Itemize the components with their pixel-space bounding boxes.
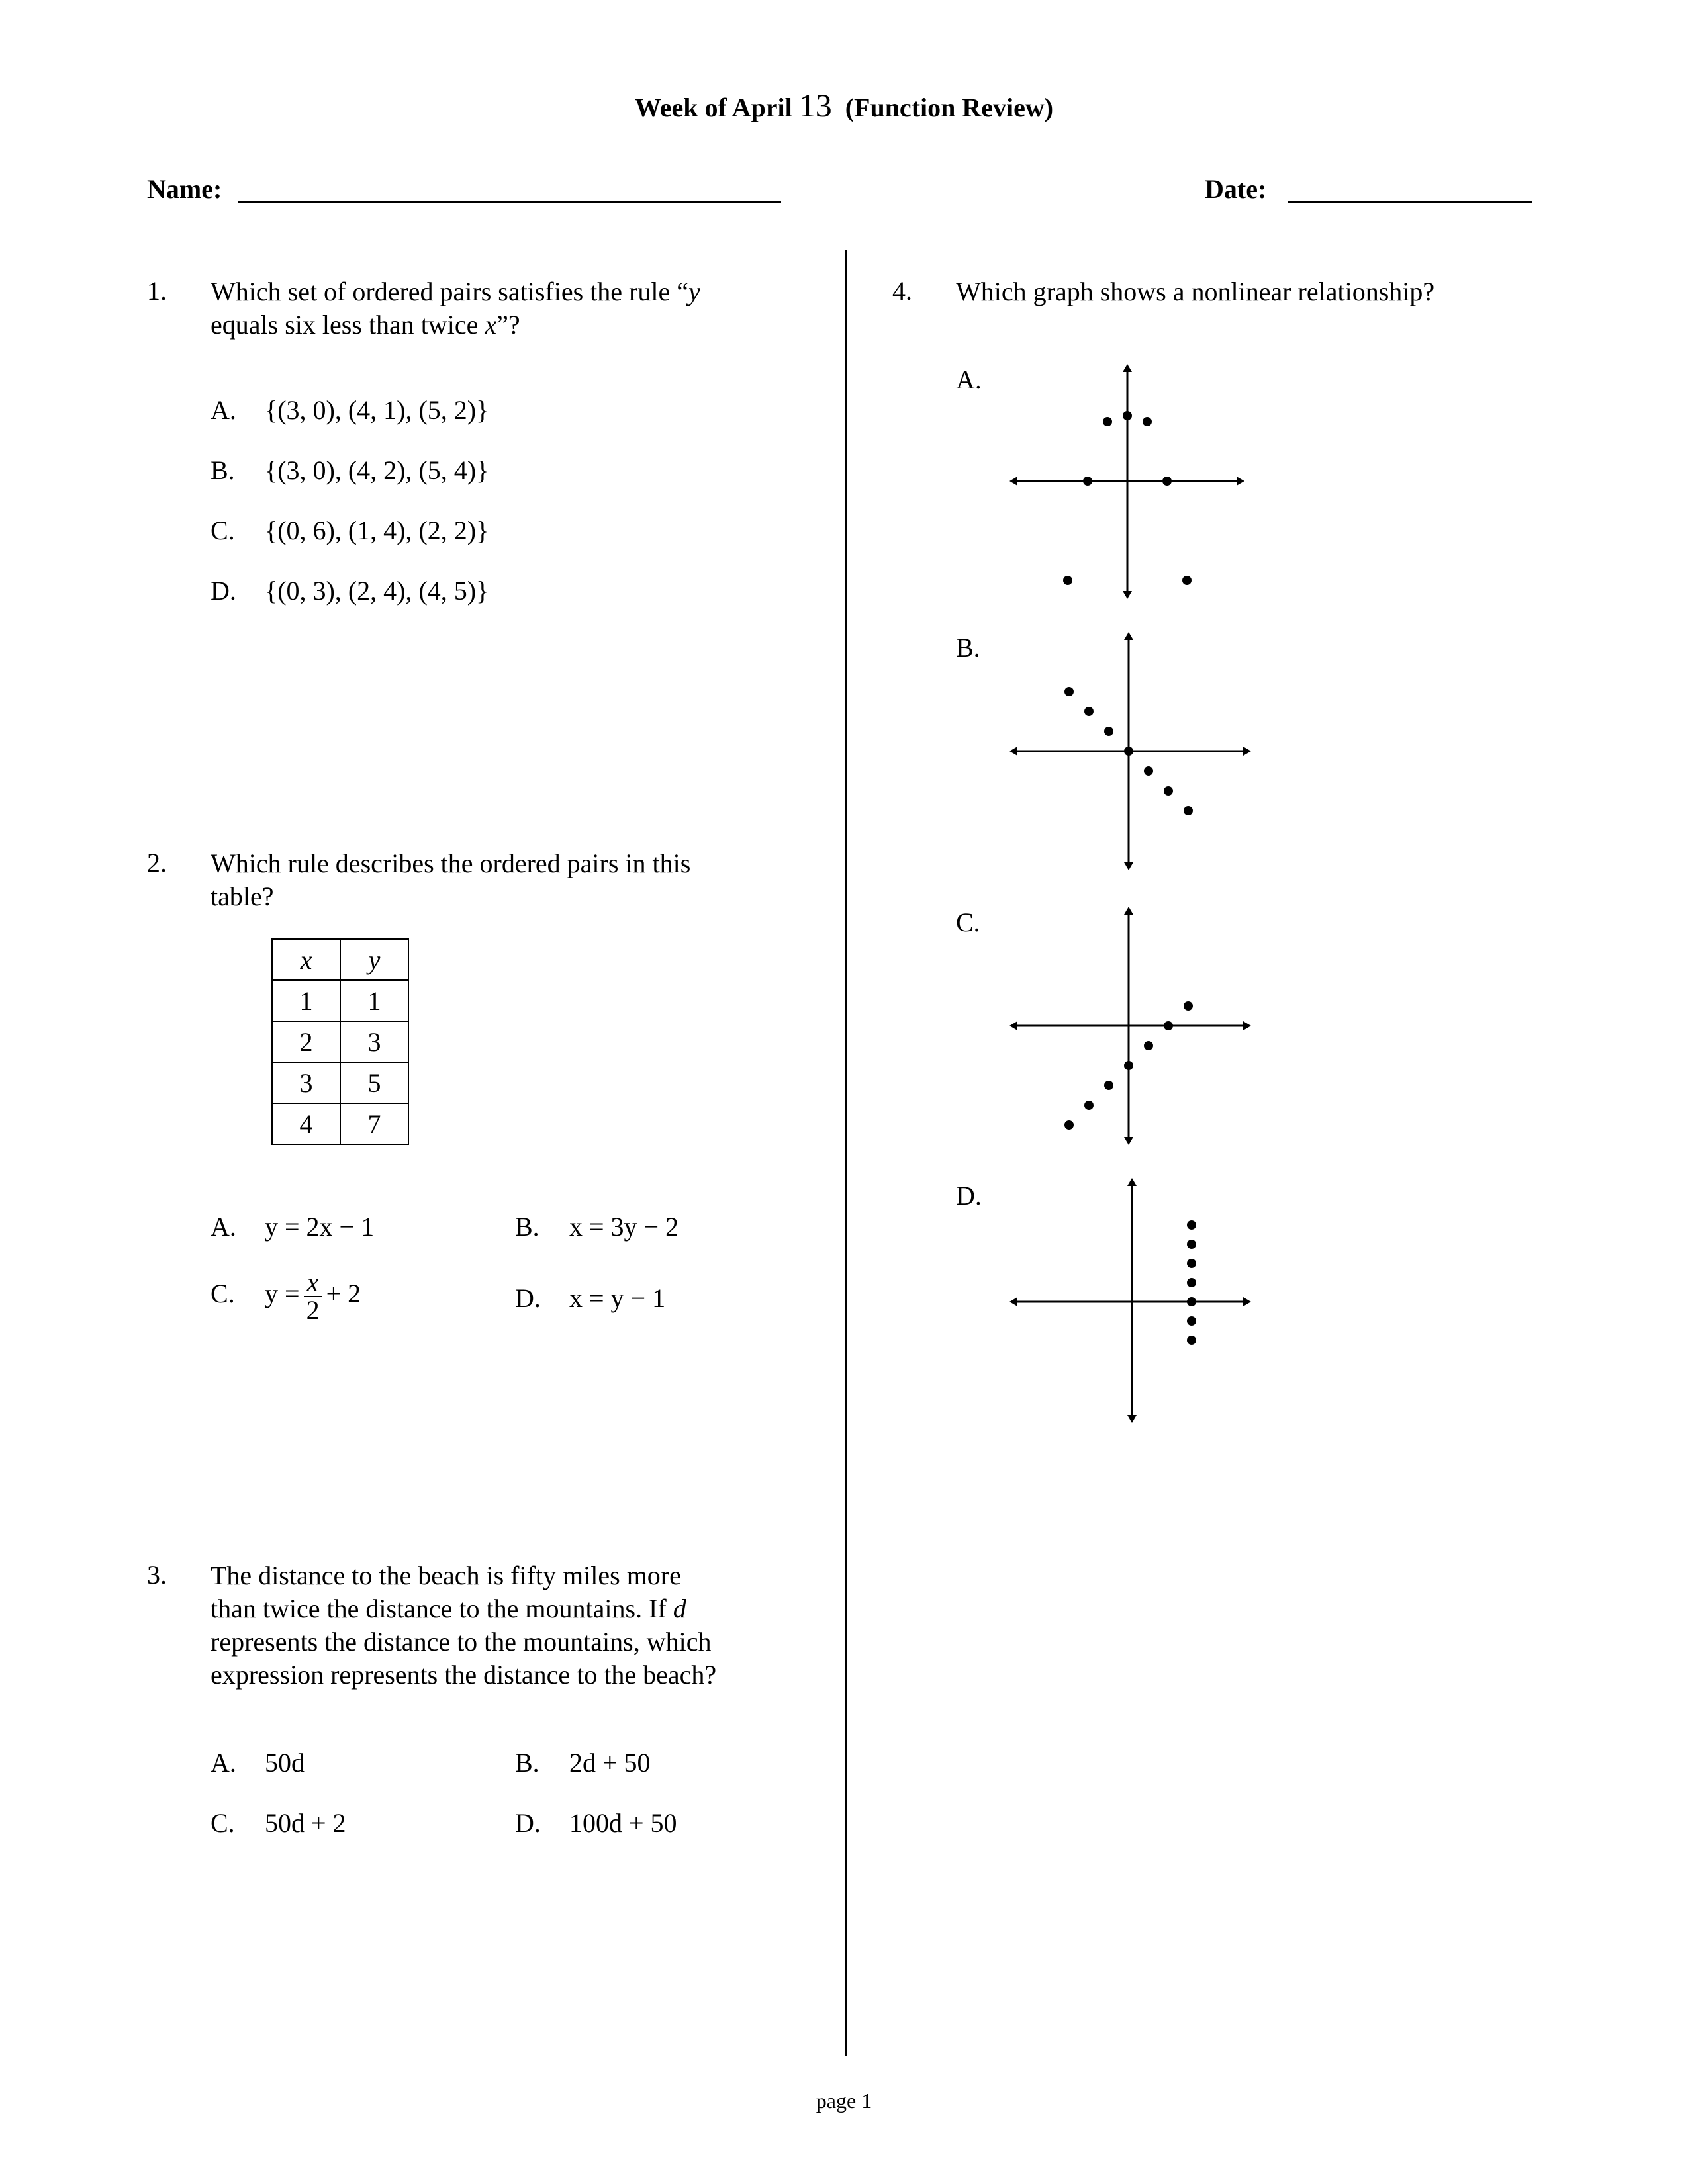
page-title <box>0 86 1688 124</box>
q1-text-line1: Which set of ordered pairs satisfies the rule “ <box>211 277 688 306</box>
q4-text: Which graph shows a nonlinear relationship? <box>956 277 1435 306</box>
table-cell: 3 <box>272 1062 340 1103</box>
q3-choice-b[interactable]: B. 2d + 50 <box>515 1748 651 1778</box>
data-point <box>1187 1278 1196 1287</box>
data-point <box>1164 1021 1173 1030</box>
q3-text-line4: expression represents the distance to the beach? <box>211 1660 717 1690</box>
q4-graph-c[interactable] <box>1009 903 1254 1148</box>
data-point <box>1184 806 1193 815</box>
table-row <box>272 980 408 1021</box>
data-point <box>1184 1001 1193 1011</box>
x-axis-arrow-right <box>1243 747 1251 756</box>
q2-text <box>211 847 767 913</box>
table-header-x: x <box>272 939 340 980</box>
table-cell: 1 <box>340 980 408 1021</box>
data-point <box>1187 1316 1196 1326</box>
q3-text <box>211 1559 780 1692</box>
table-header-row <box>272 939 408 980</box>
table-header-y: y <box>340 939 408 980</box>
table-cell: 1 <box>272 980 340 1021</box>
data-point <box>1144 1041 1153 1050</box>
x-axis-arrow-left <box>1009 1297 1017 1306</box>
y-axis-arrow-down <box>1124 862 1133 870</box>
q1-choice-d[interactable]: D. {(0, 3), (2, 4), (4, 5)} <box>211 576 489 606</box>
q4-graph-d[interactable] <box>1009 1175 1254 1426</box>
table-cell: 4 <box>272 1103 340 1144</box>
data-point <box>1124 747 1133 756</box>
q1-choice-b[interactable]: B. {(3, 0), (4, 2), (5, 4)} <box>211 455 489 485</box>
q3-text-line2: than twice the distance to the mountains. If <box>211 1594 673 1623</box>
q3-choice-c[interactable]: C. 50d + 2 <box>211 1808 346 1838</box>
q2-number: 2. <box>147 848 167 878</box>
q4-graph-a[interactable] <box>1009 361 1248 606</box>
q4-option-d-label[interactable]: D. <box>956 1181 982 1210</box>
q2-choice-a[interactable]: A. y = 2x − 1 <box>211 1212 375 1242</box>
q2-choice-c[interactable]: C. y = $\frac{x}{2}$ + 2 <box>211 1267 361 1325</box>
name-field[interactable] <box>238 201 781 203</box>
q4-number: 4. <box>892 276 912 306</box>
data-point <box>1182 576 1192 585</box>
data-point <box>1063 576 1072 585</box>
date-field[interactable] <box>1288 201 1532 203</box>
table-cell: 7 <box>340 1103 408 1144</box>
q1-choice-a[interactable]: A. {(3, 0), (4, 1), (5, 2)} <box>211 395 489 425</box>
data-point <box>1187 1220 1196 1230</box>
column-divider <box>845 250 847 2056</box>
y-axis-arrow-up <box>1127 1178 1137 1186</box>
data-point <box>1103 417 1112 426</box>
q3-number: 3. <box>147 1560 167 1590</box>
data-point <box>1143 417 1152 426</box>
q2-choice-d[interactable]: D. x = y − 1 <box>515 1283 666 1313</box>
q3-var-d: d <box>673 1594 686 1623</box>
x-axis-arrow-right <box>1243 1021 1251 1030</box>
y-axis-arrow-down <box>1123 591 1132 599</box>
q4-option-c-label[interactable]: C. <box>956 907 980 937</box>
name-label: Name: <box>147 174 222 204</box>
q1-var-y: y <box>688 277 700 306</box>
table-row <box>272 1062 408 1103</box>
y-axis-arrow-down <box>1124 1137 1133 1145</box>
x-axis-arrow-right <box>1243 1297 1251 1306</box>
data-point <box>1187 1259 1196 1268</box>
data-point <box>1187 1297 1196 1306</box>
y-axis-arrow-down <box>1127 1415 1137 1423</box>
q2-text-line2: table? <box>211 882 274 911</box>
table-cell: 5 <box>340 1062 408 1103</box>
x-axis-arrow-left <box>1009 1021 1017 1030</box>
y-axis-arrow-up <box>1124 907 1133 915</box>
q4-graph-b[interactable] <box>1009 629 1254 874</box>
title-prefix: Week of April <box>634 93 792 122</box>
data-point <box>1164 786 1173 796</box>
q3-text-line3: represents the distance to the mountains, which <box>211 1627 712 1657</box>
data-point <box>1064 687 1074 696</box>
data-point <box>1104 727 1113 736</box>
table-cell: 2 <box>272 1021 340 1062</box>
table-row <box>272 1021 408 1062</box>
data-point <box>1084 1101 1094 1110</box>
page-number: page 1 <box>816 2089 872 2113</box>
fraction: $\frac{x}{2}$ <box>304 1269 322 1324</box>
y-axis-arrow-up <box>1123 364 1132 372</box>
data-point <box>1123 411 1132 420</box>
q1-choice-c[interactable]: C. {(0, 6), (1, 4), (2, 2)} <box>211 516 489 545</box>
q2-text-line1: Which rule describes the ordered pairs in this <box>211 848 691 878</box>
q1-var-x: x <box>485 310 497 340</box>
q3-text-line1: The distance to the beach is fifty miles more <box>211 1561 681 1590</box>
q1-text-end: ”? <box>496 310 520 340</box>
q4-option-a-label[interactable]: A. <box>956 365 982 394</box>
x-axis-arrow-right <box>1237 477 1244 486</box>
q3-choice-a[interactable]: A. 50d <box>211 1748 305 1778</box>
data-point <box>1104 1081 1113 1090</box>
q1-text-line2: equals six less than twice <box>211 310 485 340</box>
q1-text <box>211 275 767 341</box>
data-point <box>1084 707 1094 716</box>
data-point <box>1187 1240 1196 1249</box>
title-suffix: (Function Review) <box>845 93 1054 122</box>
x-axis-arrow-left <box>1009 477 1017 486</box>
q4-option-b-label[interactable]: B. <box>956 633 980 662</box>
q2-xy-table <box>271 938 409 1145</box>
data-point <box>1083 477 1092 486</box>
data-point <box>1064 1120 1074 1130</box>
data-point <box>1187 1336 1196 1345</box>
table-row <box>272 1103 408 1144</box>
q1-number: 1. <box>147 276 167 306</box>
q3-choice-d[interactable]: D. 100d + 50 <box>515 1808 677 1838</box>
y-axis-arrow-up <box>1124 632 1133 640</box>
data-point <box>1162 477 1172 486</box>
data-point <box>1124 1061 1133 1070</box>
x-axis-arrow-left <box>1009 747 1017 756</box>
data-point <box>1144 766 1153 776</box>
title-day: 13 <box>798 87 832 124</box>
q2-choice-b[interactable]: B. x = 3y − 2 <box>515 1212 679 1242</box>
table-cell: 3 <box>340 1021 408 1062</box>
date-label: Date: <box>1205 174 1267 204</box>
